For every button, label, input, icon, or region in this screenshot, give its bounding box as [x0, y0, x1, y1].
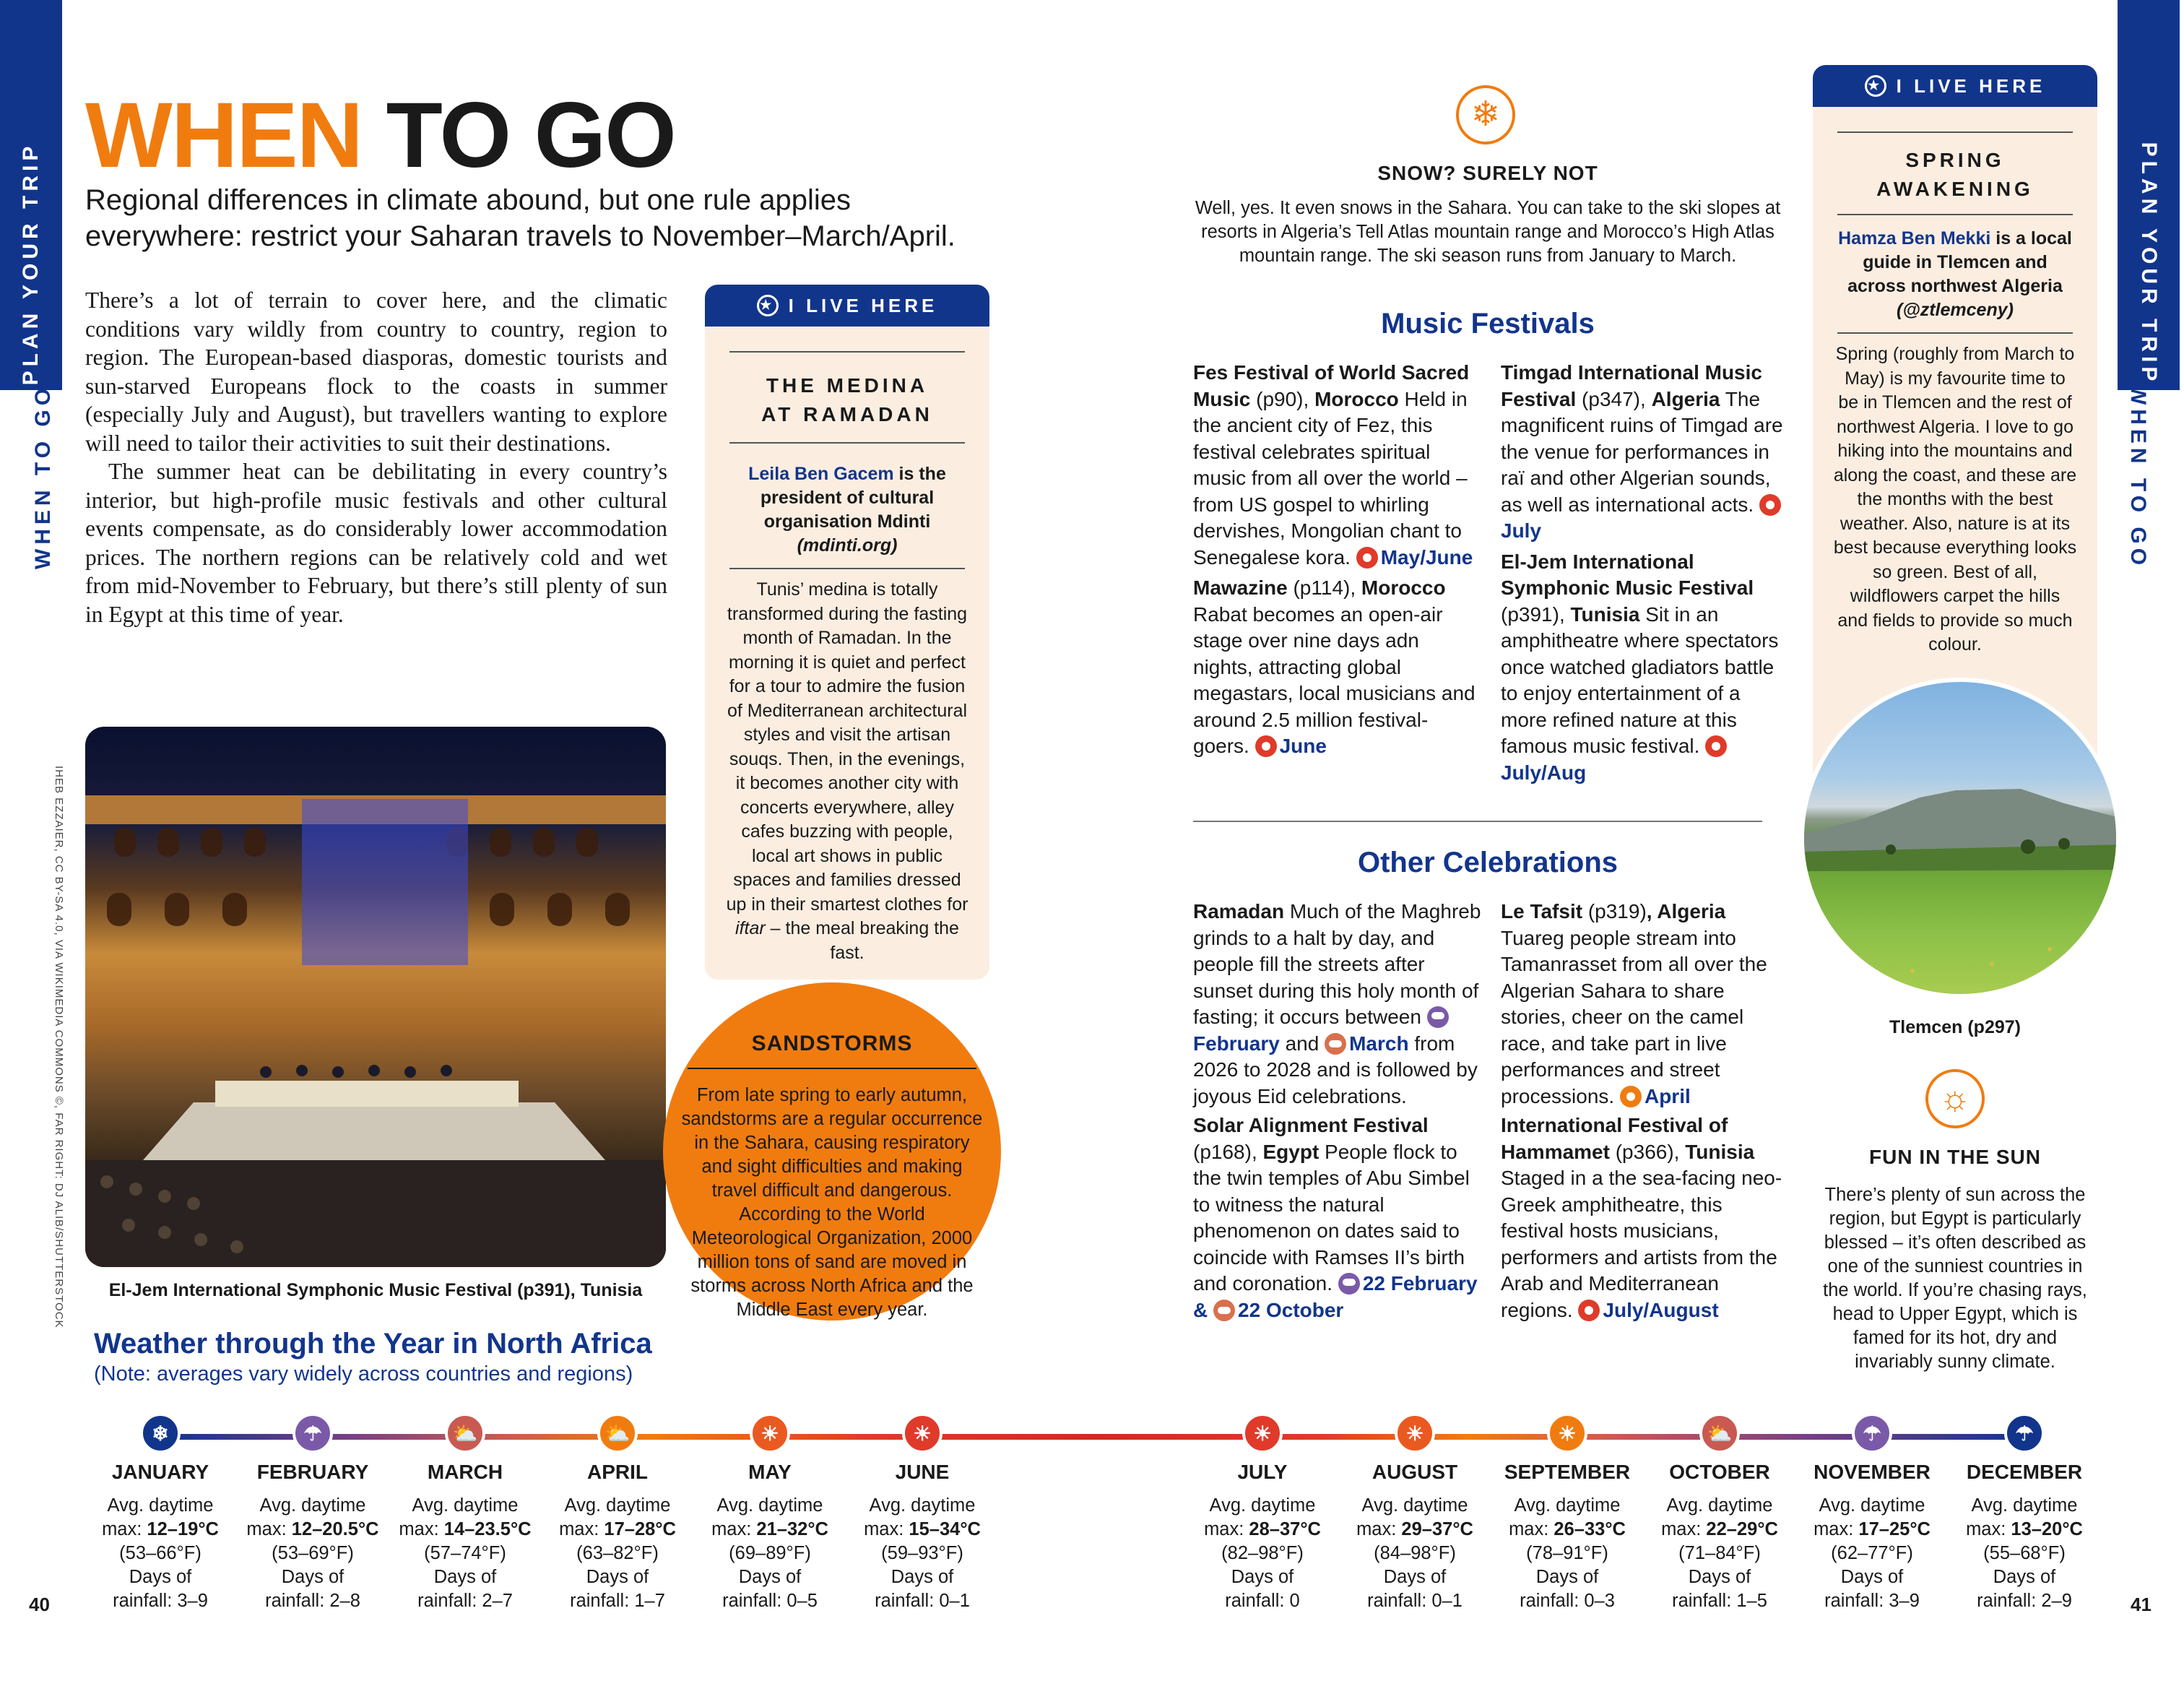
sun-icon: [1705, 735, 1727, 757]
month-rainfall: rainfall: 0–1: [875, 1591, 970, 1611]
celebration-month: April: [1644, 1084, 1691, 1107]
month-temp-f: (78–91°F): [1526, 1543, 1608, 1563]
celebration-description: Tuareg people stream into Tamanrasset from all over the Algerian Sahara to share stories, cheer on the camel race, and take part in live performances and street processions.: [1501, 926, 1767, 1107]
month-line: Avg. daytime: [1514, 1495, 1621, 1516]
celebration-solar-alignment: [1193, 1112, 1482, 1323]
other-celebrations-title: Other Celebrations: [1357, 847, 1618, 878]
month-name: NOVEMBER: [1814, 1461, 1930, 1483]
celebration-hammamet: [1501, 1112, 1790, 1323]
sun-icon: [1759, 494, 1781, 516]
month-temp-value: 26–33°C: [1554, 1519, 1626, 1539]
month-rainfall: rainfall: 1–5: [1672, 1591, 1767, 1611]
month-rainfall: rainfall: 2–7: [417, 1591, 513, 1611]
month-line: Avg. daytime: [1666, 1495, 1773, 1516]
month-temp-f: (53–69°F): [272, 1543, 354, 1563]
page-number-left: 40: [29, 1594, 50, 1615]
page-ref: (p319): [1582, 900, 1647, 922]
snowflake-icon: ❄: [1456, 85, 1515, 144]
festival-month: May/June: [1380, 545, 1473, 569]
month-line: Avg. daytime: [1209, 1495, 1316, 1516]
month-line: max:: [1966, 1519, 2011, 1539]
month-temp-f: (57–74°F): [424, 1543, 506, 1563]
month-temp-value: 17–25°C: [1858, 1519, 1930, 1539]
sun-cloud-icon: ⛅: [597, 1413, 638, 1453]
month-temp-f: (62–77°F): [1831, 1543, 1913, 1563]
festival-description: Sit in an amphitheatre where spectators once watched gladiators battle to enjoy entertainment of a more refined nature at this famous music festival.: [1501, 602, 1779, 757]
month-temp-c: [1647, 1518, 1792, 1542]
author-role: is a local guide in Tlemcen and across northwest Algeria: [1847, 228, 2072, 296]
month-temp-c: [393, 1518, 537, 1542]
body-paragraph-1: There’s a lot of terrain to cover here, and the climatic conditions vary wildly from country to country, region to region. The European-based diasporas, domestic tourists and sun-starved Europeans flock to the coasts in summer (especially July and August), but travellers wanting to explore will need to tailor their activities to suit their destinations.: [85, 288, 667, 456]
snow-title: SNOW? SURELY NOT: [1377, 162, 1598, 184]
month-line: max:: [1356, 1519, 1402, 1539]
month-temp-f: (59–93°F): [881, 1543, 963, 1563]
month-january: [88, 1413, 233, 1613]
month-temp-value: 12–20.5°C: [291, 1519, 379, 1539]
month-line: max:: [864, 1519, 909, 1539]
celebration-date: 22 February &: [1193, 1272, 1478, 1321]
month-weather: [1952, 1494, 2097, 1613]
box-text: [725, 578, 969, 965]
music-festivals-column-left: [1193, 360, 1482, 760]
festival-country: Tunisia: [1570, 602, 1640, 626]
month-temp-f: (63–82°F): [576, 1543, 659, 1563]
page-ref: (p90),: [1250, 387, 1315, 410]
month-may: [698, 1413, 842, 1613]
amphitheatre-illustration: [85, 727, 666, 1267]
month-temp-f: (69–89°F): [729, 1543, 811, 1563]
month-september: [1495, 1413, 1639, 1613]
month-temp-c: [545, 1518, 690, 1542]
month-weather: [545, 1494, 690, 1613]
sandstorms-title: SANDSTORMS: [751, 1032, 913, 1055]
month-weather: [88, 1494, 233, 1613]
i-live-here-header: [705, 285, 989, 327]
festival-month: July/Aug: [1501, 761, 1587, 784]
month-name: DECEMBER: [1966, 1461, 2083, 1483]
rain-cloud-icon: ☂: [1852, 1413, 1892, 1453]
celebration-country: Egypt: [1262, 1140, 1320, 1163]
sun-cloud-icon: [1213, 1300, 1235, 1321]
sun-icon: ☀: [750, 1413, 790, 1453]
festival-description: Held in the ancient city of Fez, this festival celebrates spiritual music from all over the world – from US gospel to whirling dervishes, Mongolian chant to Senegalese kora.: [1193, 387, 1468, 569]
celebration-name: Solar Alignment Festival: [1193, 1114, 1429, 1136]
page-title: [85, 84, 675, 187]
page-ref: (p168),: [1193, 1140, 1263, 1163]
month-temp-c: [1952, 1518, 2097, 1542]
box-text-part-1: Tunis’ medina is totally transformed during the fasting month of Ramadan. In the morning it is quiet and perfect for a tour to admire the fusion of Mediterranean architectural styles and visit the artisan souqs. Then, in the evenings, it becomes another city with concerts everywhere, alley cafes buzzing with people, local art shows in public spaces and families dressed up in their smartest clothes for: [726, 579, 968, 915]
month-name: MARCH: [427, 1461, 503, 1483]
festival-month: June: [1279, 735, 1327, 757]
month-temp-value: 22–29°C: [1706, 1519, 1778, 1539]
month-name: SEPTEMBER: [1504, 1461, 1631, 1483]
month-line: Avg. daytime: [1971, 1495, 2078, 1516]
month-temp-f: (53–66°F): [119, 1543, 202, 1563]
festival-description: Rabat becomes an open-air stage over nine days adn nights, attracting global megastars, local musicians and around 2.5 million festival-goers.: [1193, 602, 1476, 757]
month-line: max:: [102, 1519, 147, 1539]
month-line: Days of: [1993, 1567, 2056, 1587]
month-temp-c: [88, 1518, 233, 1542]
month-temp-f: (84–98°F): [1374, 1543, 1456, 1563]
month-weather: [1190, 1494, 1335, 1613]
month-line: Days of: [1840, 1567, 1904, 1587]
month-line: Days of: [433, 1567, 497, 1587]
celebration-country: , Algeria: [1646, 900, 1726, 922]
festival-el-jem: [1501, 549, 1790, 787]
month-april: [545, 1413, 690, 1613]
divider: [1837, 332, 2073, 334]
celebration-ramadan: [1193, 899, 1482, 1110]
box-text-part-2: – the meal breaking the fast.: [765, 918, 959, 963]
month-line: Days of: [1535, 1567, 1599, 1587]
divider: [1837, 214, 2073, 215]
sun-icon: ☀: [1395, 1413, 1435, 1453]
month-temp-value: 15–34°C: [909, 1519, 981, 1539]
festival-name: Mawazine: [1193, 576, 1288, 599]
month-line: Days of: [890, 1567, 954, 1587]
month-name: AUGUST: [1372, 1461, 1458, 1483]
month-line: Avg. daytime: [107, 1495, 214, 1516]
sun-icon: ☀: [1547, 1413, 1587, 1453]
i-live-here-label: I LIVE HERE: [788, 294, 938, 316]
month-rainfall: rainfall: 2–8: [265, 1591, 360, 1611]
month-march: [393, 1413, 537, 1613]
right-section-label: WHEN TO GO: [2126, 384, 2150, 570]
month-july: [1190, 1413, 1335, 1613]
month-temp-c: [1495, 1518, 1639, 1542]
sun-title: FUN IN THE SUN: [1869, 1146, 2041, 1168]
divider: [688, 1068, 976, 1069]
month-weather: [850, 1494, 994, 1613]
month-rainfall: rainfall: 0–5: [722, 1591, 818, 1611]
month-temp-value: 12–19°C: [147, 1519, 219, 1539]
sun-icon: [1255, 735, 1277, 757]
month-temp-value: 17–28°C: [604, 1519, 676, 1539]
page-ref: (p366),: [1609, 1140, 1686, 1163]
weather-note: (Note: averages vary widely across countries and regions): [94, 1362, 633, 1386]
sun-icon: [1356, 547, 1378, 569]
month-line: Days of: [738, 1567, 802, 1587]
author-name: Leila Ben Gacem: [748, 464, 894, 484]
celebration-description: Much of the Maghreb grinds to a halt by day, and people fill the streets after sunset during this holy month of fasting; it occurs between: [1193, 900, 1481, 1028]
month-rainfall: rainfall: 0–1: [1367, 1591, 1462, 1611]
celebration-description: Staged in a the sea-facing neo-Greek amphitheatre, this festival hosts musicians, performers and artists from the Arab and Mediterranean regions.: [1501, 1167, 1782, 1321]
divider: [729, 351, 965, 353]
month-name: FEBRUARY: [256, 1461, 369, 1483]
festival-name: Timgad International Music Festival: [1501, 361, 1762, 410]
month-weather: [698, 1494, 842, 1613]
month-temp-c: [1190, 1518, 1335, 1542]
star-badge-icon: ★: [757, 295, 779, 316]
month-line: Avg. daytime: [259, 1495, 366, 1516]
sandstorms-text: From late spring to early autumn, sandstorms are a regular occurrence in the Sahara, causing respiratory and sight difficulties and making travel difficult and dangerous. According to the World Meteorological Organization, 2000 million tons of sand are moved in storms across North Africa and the Middle East every year.: [681, 1085, 983, 1320]
month-name: MAY: [748, 1461, 792, 1483]
month-temp-c: [850, 1518, 994, 1542]
month-line: max:: [1509, 1519, 1554, 1539]
sun-icon: [1578, 1300, 1600, 1321]
celebration-month: March: [1349, 1032, 1409, 1055]
celebration-description: People flock to the twin temples of Abu Simbel to witness the natural phenomenon on dates said to coincide with Ramses II’s birth and coronation.: [1193, 1140, 1470, 1295]
festival-name: Fes Festival of World Sacred Music: [1193, 361, 1470, 410]
page-number-right: 41: [2131, 1594, 2152, 1615]
star-badge-icon: ★: [1865, 75, 1886, 97]
rain-cloud-icon: ☂: [292, 1413, 333, 1453]
sun-icon: ☼: [1925, 1069, 1985, 1128]
month-line: Days of: [1383, 1567, 1447, 1587]
month-line: Avg. daytime: [412, 1495, 519, 1516]
celebration-description: from 2026 to 2028 and is followed by joyous Eid celebrations.: [1193, 1032, 1478, 1107]
box-text-emphasis: iftar: [735, 918, 766, 938]
month-name: APRIL: [587, 1461, 648, 1483]
divider: [729, 442, 965, 444]
festival-country: Morocco: [1314, 387, 1399, 410]
left-section-label: WHEN TO GO: [31, 384, 55, 570]
month-weather: [1495, 1494, 1639, 1613]
festival-name: El-Jem International Symphonic Music Festival: [1501, 550, 1754, 599]
snowflake-icon: ❄: [140, 1413, 181, 1453]
month-temp-c: [240, 1518, 385, 1542]
i-live-here-header: [1813, 65, 2097, 107]
rain-cloud-icon: [1427, 1006, 1449, 1028]
body-paragraph-2: The summer heat can be debilitating in every country’s interior, but high-profile music festivals and other cultural events compensate, as do considerably lower accommodation prices. The northern regions can be relatively cold and wet from mid-November to February, but there’s still plenty of sun in Egypt at this time of year.: [85, 459, 667, 627]
celebration-month: July/August: [1603, 1298, 1719, 1321]
divider: [1837, 131, 2073, 133]
sun-cloud-icon: [1325, 1033, 1346, 1055]
page-ref: (p347),: [1576, 387, 1652, 410]
music-festivals-column-right: [1501, 360, 1790, 786]
author-handle: (mdinti.org): [797, 535, 898, 556]
month-rainfall: rainfall: 0–3: [1520, 1591, 1615, 1611]
author-handle: (@ztlemceny): [1897, 300, 2014, 320]
celebration-le-tafsit: [1501, 899, 1790, 1110]
month-august: [1343, 1413, 1487, 1613]
month-rainfall: rainfall: 0: [1225, 1591, 1300, 1611]
month-line: max:: [711, 1519, 757, 1539]
author-bio: [727, 462, 968, 558]
festival-fes: [1193, 360, 1482, 571]
divider: [729, 568, 965, 569]
month-name: JANUARY: [111, 1461, 209, 1483]
month-line: Avg. daytime: [1819, 1495, 1925, 1516]
month-temp-f: (55–68°F): [1983, 1543, 2066, 1563]
author-role: is the president of cultural organisation Mdinti: [760, 464, 946, 532]
month-line: max:: [559, 1519, 604, 1539]
sun-icon: [1620, 1086, 1642, 1107]
month-line: Days of: [281, 1567, 344, 1587]
page-ref: (p114),: [1287, 576, 1361, 599]
month-line: Avg. daytime: [869, 1495, 976, 1516]
sun-text: There’s plenty of sun across the region, but Egypt is particularly blessed – it’s often described as one of the sunniest countries in the world. If you’re chasing rays, head to Upper Egypt, which is famed for its hot, dry and invariably sunny climate.: [1823, 1185, 2087, 1372]
month-line: max:: [1814, 1519, 1859, 1539]
sun-icon: ☀: [902, 1413, 942, 1453]
author-name: Hamza Ben Mekki: [1838, 228, 1991, 249]
month-line: Days of: [1231, 1567, 1294, 1587]
month-february: [240, 1413, 385, 1613]
box-text: Spring (roughly from March to May) is my favourite time to be in Tlemcen and the rest of northwest Algeria. I love to go hiking into the mountains and along the coast, and these are the months with the best weather. Also, nature is at its best because everything looks so green. Best of all, wildflowers carpet the hills and fields to provide so much colour.: [1833, 344, 2077, 654]
month-line: Days of: [129, 1567, 192, 1587]
month-october: [1647, 1413, 1792, 1613]
month-rainfall: rainfall: 2–9: [1977, 1591, 2072, 1611]
section-divider: [1193, 821, 1762, 822]
month-weather: [1800, 1494, 1944, 1613]
intro-text: Regional differences in climate abound, but one rule applies everywhere: restrict your Saharan travels to November–March/April.: [85, 184, 956, 252]
box-title-line-1: SPRING: [1905, 149, 2005, 171]
weather-title: Weather through the Year in North Africa: [94, 1328, 652, 1360]
photo-caption: El-Jem International Symphonic Music Festival (p391), Tunisia: [108, 1280, 643, 1300]
month-line: Avg. daytime: [716, 1495, 823, 1516]
month-weather: [240, 1494, 385, 1613]
conjunction: and: [1279, 1032, 1325, 1055]
month-temp-value: 29–37°C: [1401, 1519, 1473, 1539]
month-weather: [393, 1494, 537, 1613]
tlemcen-photo: [1800, 678, 2120, 998]
month-name: OCTOBER: [1669, 1461, 1770, 1483]
rain-cloud-icon: ☂: [2004, 1413, 2045, 1453]
celebration-name: Le Tafsit: [1501, 900, 1583, 922]
sun-cloud-icon: ⛅: [445, 1413, 485, 1453]
month-line: Days of: [586, 1567, 649, 1587]
month-temp-value: 21–32°C: [756, 1519, 828, 1539]
box-title-line-2: AWAKENING: [1876, 178, 2034, 200]
celebrations-column-left: [1193, 899, 1482, 1323]
celebrations-column-right: [1501, 899, 1790, 1323]
right-tab-label: PLAN YOUR TRIP: [2137, 142, 2161, 386]
box-title-line-2: AT RAMADAN: [761, 403, 933, 425]
month-line: max:: [399, 1519, 444, 1539]
festival-month: July: [1501, 519, 1542, 542]
festival-country: Algeria: [1651, 387, 1720, 410]
photo-credit: IHEB EZZAIER, CC BY-SA 4.0, VIA WIKIMEDIA COMMONS ©, FAR RIGHT: DJ ALIB/SHUTTERSTOCK: [53, 766, 65, 1328]
month-temp-value: 14–23.5°C: [443, 1519, 532, 1539]
month-line: Avg. daytime: [564, 1495, 671, 1516]
sun-cloud-icon: ⛅: [1699, 1413, 1740, 1453]
month-weather: [1647, 1494, 1792, 1613]
festival-mawazine: [1193, 575, 1482, 760]
month-rainfall: rainfall: 1–7: [570, 1591, 665, 1611]
snow-text: Well, yes. It even snows in the Sahara. You can take to the ski slopes at resorts in Algeria’s Tell Atlas mountain range and Morocco’s High Atlas mountain range. The ski season runs from January to March.: [1195, 198, 1781, 266]
month-line: max:: [246, 1519, 292, 1539]
title-accent: WHEN: [85, 84, 363, 187]
page-ref: (p391),: [1501, 602, 1571, 626]
month-november: [1800, 1413, 1944, 1613]
month-temp-c: [1343, 1518, 1487, 1542]
body-text: [85, 286, 667, 628]
festival-timgad: [1501, 360, 1790, 545]
music-festivals-title: Music Festivals: [1381, 308, 1595, 340]
i-live-here-label: I LIVE HERE: [1896, 74, 2046, 97]
left-tab-label: PLAN YOUR TRIP: [19, 142, 43, 386]
month-temp-value: 13–20°C: [2011, 1519, 2083, 1539]
celebration-name: Ramadan: [1193, 900, 1285, 922]
month-temp-c: [1800, 1518, 1944, 1542]
celebration-month: February: [1193, 1032, 1280, 1055]
month-line: Avg. daytime: [1361, 1495, 1468, 1516]
month-name: JULY: [1237, 1461, 1288, 1483]
month-line: max:: [1204, 1519, 1249, 1539]
tlemcen-caption: Tlemcen (p297): [1889, 1017, 2021, 1037]
author-bio: [1834, 227, 2076, 322]
i-live-here-box-medina: [705, 285, 989, 980]
celebration-name: International Festival of Hammamet: [1501, 1114, 1728, 1163]
month-name: JUNE: [895, 1461, 950, 1483]
amphitheatre-photo: [85, 727, 666, 1267]
month-temp-value: 28–37°C: [1249, 1519, 1321, 1539]
celebration-date: 22 October: [1238, 1298, 1344, 1321]
sandstorms-circle: [663, 982, 1001, 1321]
festival-country: Morocco: [1361, 576, 1446, 599]
month-line: max:: [1661, 1519, 1707, 1539]
landscape-illustration: [1804, 682, 2120, 998]
month-rainfall: rainfall: 3–9: [1824, 1591, 1920, 1611]
title-rest: TO GO: [386, 84, 675, 187]
month-temp-f: (71–84°F): [1678, 1543, 1761, 1563]
festival-description: The magnificent ruins of Timgad are the venue for performances in raï and other Algerian sounds, as well as international acts.: [1501, 387, 1783, 516]
month-june: [850, 1413, 994, 1613]
month-temp-c: [698, 1518, 842, 1542]
box-title-line-1: THE MEDINA: [766, 374, 929, 397]
rain-cloud-icon: [1338, 1273, 1360, 1295]
month-weather: [1343, 1494, 1487, 1613]
sun-icon: ☀: [1242, 1413, 1283, 1453]
celebration-country: Tunisia: [1685, 1140, 1755, 1163]
month-december: [1952, 1413, 2097, 1613]
month-temp-f: (82–98°F): [1221, 1543, 1304, 1563]
month-line: Days of: [1688, 1567, 1751, 1587]
month-rainfall: rainfall: 3–9: [113, 1591, 208, 1611]
